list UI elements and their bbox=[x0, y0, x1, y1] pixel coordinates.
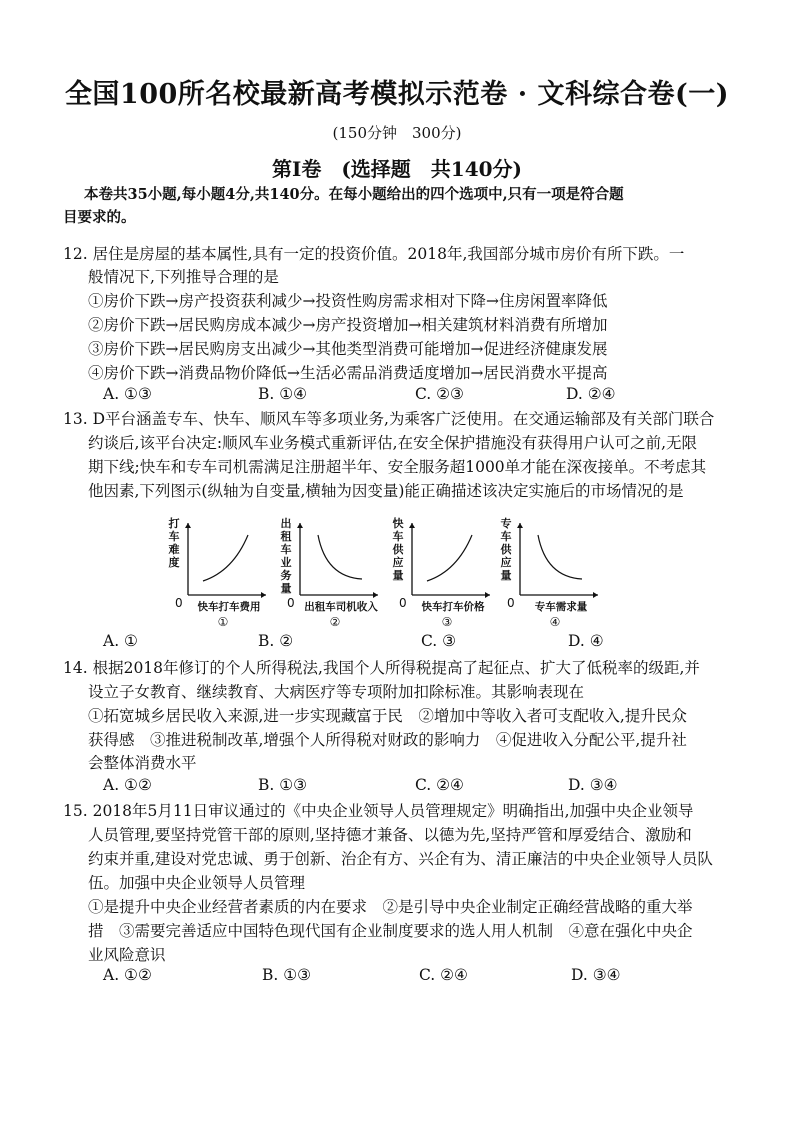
q15-option-b[interactable]: B. ①③ bbox=[262, 966, 312, 984]
q14-option-c[interactable]: C. ②④ bbox=[415, 776, 464, 794]
exam-title: 全国100所名校最新高考模拟示范卷 · 文科综合卷(一) bbox=[64, 79, 730, 110]
q13-stem-line-4: 他因素,下列图示(纵轴为自变量,横轴为因变量)能正确描述该决定实施后的市场情况的是 bbox=[88, 482, 684, 500]
q15-option-a[interactable]: A. ①② bbox=[103, 966, 152, 984]
q13-option-b[interactable]: B. ② bbox=[258, 632, 294, 650]
q12-option-c[interactable]: C. ②③ bbox=[415, 385, 464, 403]
q14-option-a[interactable]: A. ①② bbox=[103, 776, 152, 794]
graph-4-origin-label: 0 bbox=[507, 596, 515, 610]
graph-4-y-arrow-icon bbox=[517, 523, 523, 528]
graph-3-curve bbox=[427, 535, 472, 581]
q14-stem-line-1: 14. 根据2018年修订的个人所得税法,我国个人所得税提高了起征点、扩大了低税率的级距,并 bbox=[63, 659, 700, 677]
q15-stem-line-6: 措 ③需要完善适应中国特色现代国有企业制度要求的选人用人机制 ④意在强化中央企 bbox=[88, 922, 693, 940]
q15-stem-line-2: 人员管理,要坚持党管干部的原则,坚持德才兼备、以德为先,坚持严管和厚爱结合、激励和 bbox=[88, 826, 692, 844]
graph-1-y-label: 打车难度 bbox=[168, 517, 180, 569]
graph-1-y-arrow-icon bbox=[185, 523, 191, 528]
graph-2-x-label: 出租车司机收入 bbox=[304, 601, 378, 613]
q12-stem-line-1: 12. 居住是房屋的基本属性,具有一定的投资价值。2018年,我国部分城市房价有所下跌。一 bbox=[63, 245, 685, 263]
q14-stem-line-2: 设立子女教育、继续教育、大病医疗等专项附加扣除标准。其影响表现在 bbox=[88, 683, 585, 701]
q15-option-c[interactable]: C. ②④ bbox=[419, 966, 468, 984]
graph-1-curve bbox=[203, 535, 248, 581]
graph-3-y-arrow-icon bbox=[409, 523, 415, 528]
q15-stem-line-4: 伍。加强中央企业领导人员管理 bbox=[88, 874, 306, 892]
graph-3-origin-label: 0 bbox=[399, 596, 407, 610]
graph-3-number: ③ bbox=[441, 615, 453, 629]
q14-stem-line-3: ①拓宽城乡居民收入来源,进一步实现藏富于民 ②增加中等收入者可支配收入,提升民众 bbox=[88, 707, 687, 725]
q12-statement-1: ①房价下跌→房产投资获利减少→投资性购房需求相对下降→住房闲置率降低 bbox=[88, 292, 608, 310]
graph-3-x-label: 快车打车价格 bbox=[421, 601, 485, 613]
graph-2-number: ② bbox=[329, 615, 341, 629]
q12-option-a[interactable]: A. ①③ bbox=[103, 385, 152, 403]
section-title: 第Ⅰ卷 (选择题 共140分) bbox=[271, 157, 523, 181]
q15-stem-line-3: 约束并重,建设对党忠诚、勇于创新、治企有方、兴企有为、清正廉洁的中央企业领导人员队 bbox=[88, 850, 713, 868]
q15-stem-line-1: 15. 2018年5月11日审议通过的《中央企业领导人员管理规定》明确指出,加强中央企业领导 bbox=[63, 802, 694, 820]
q12-statement-2: ②房价下跌→居民购房成本减少→房产投资增加→相关建筑材料消费有所增加 bbox=[88, 316, 608, 334]
q14-option-b[interactable]: B. ①③ bbox=[258, 776, 308, 794]
graph-1-number: ① bbox=[217, 615, 229, 629]
graph-4-y-label: 专车供应量 bbox=[500, 517, 512, 582]
instructions-line-1: 本卷共35小题,每小题4分,共140分。在每小题给出的四个选项中,只有一项是符合题 bbox=[84, 186, 624, 203]
graph-4-curve bbox=[538, 535, 582, 579]
q12-statement-3: ③房价下跌→居民购房支出减少→其他类型消费可能增加→促进经济健康发展 bbox=[88, 340, 608, 358]
graph-1-x-arrow-icon bbox=[261, 592, 266, 598]
q13-stem-line-3: 期下线;快车和专车司机需满足注册超半年、安全服务超1000单才能在深夜接单。不考虑其 bbox=[88, 458, 707, 476]
q13-stem-line-2: 约谈后,该平台决定:顺风车业务模式重新评估,在安全保护措施没有获得用户认可之前,无限 bbox=[88, 434, 698, 452]
q14-stem-line-4: 获得感 ③推进税制改革,增强个人所得税对财政的影响力 ④促进收入分配公平,提升社 bbox=[88, 731, 687, 749]
q12-option-d[interactable]: D. ②④ bbox=[566, 385, 616, 403]
graph-4-number: ④ bbox=[549, 615, 561, 629]
q12-option-b[interactable]: B. ①④ bbox=[258, 385, 308, 403]
q15-stem-line-7: 业风险意识 bbox=[88, 946, 166, 964]
instructions-line-2: 目要求的。 bbox=[63, 209, 136, 226]
q13-option-d[interactable]: D. ④ bbox=[568, 632, 604, 650]
graph-3-x-arrow-icon bbox=[485, 592, 490, 598]
graph-2-y-arrow-icon bbox=[297, 523, 303, 528]
graph-2-x-arrow-icon bbox=[373, 592, 378, 598]
graph-3-y-label: 快车供应量 bbox=[392, 517, 404, 582]
q14-stem-line-5: 会整体消费水平 bbox=[88, 754, 197, 772]
q13-graphs bbox=[0, 515, 794, 635]
q15-stem-line-5: ①是提升中央企业经营者素质的内在要求 ②是引导中央企业制定正确经营战略的重大举 bbox=[88, 898, 693, 916]
graph-2-origin-label: 0 bbox=[287, 596, 295, 610]
q15-option-d[interactable]: D. ③④ bbox=[571, 966, 621, 984]
graph-1-origin-label: 0 bbox=[175, 596, 183, 610]
q12-stem-line-2: 般情况下,下列推导合理的是 bbox=[88, 268, 279, 286]
graph-4-x-label: 专车需求量 bbox=[534, 601, 588, 613]
q13-stem-line-1: 13. D平台涵盖专车、快车、顺风车等多项业务,为乘客广泛使用。在交通运输部及有关部门联合 bbox=[63, 410, 715, 428]
exam-duration-score: (150分钟 300分) bbox=[332, 124, 462, 142]
graph-1-x-label: 快车打车费用 bbox=[197, 601, 261, 613]
graph-2-curve bbox=[318, 535, 362, 579]
q14-option-d[interactable]: D. ③④ bbox=[568, 776, 618, 794]
q13-option-a[interactable]: A. ① bbox=[103, 632, 138, 650]
graph-4-x-arrow-icon bbox=[593, 592, 598, 598]
graph-2-y-label: 出租车业务量 bbox=[280, 517, 292, 595]
q13-option-c[interactable]: C. ③ bbox=[421, 632, 457, 650]
q12-statement-4: ④房价下跌→消费品物价降低→生活必需品消费适度增加→居民消费水平提高 bbox=[88, 364, 608, 382]
